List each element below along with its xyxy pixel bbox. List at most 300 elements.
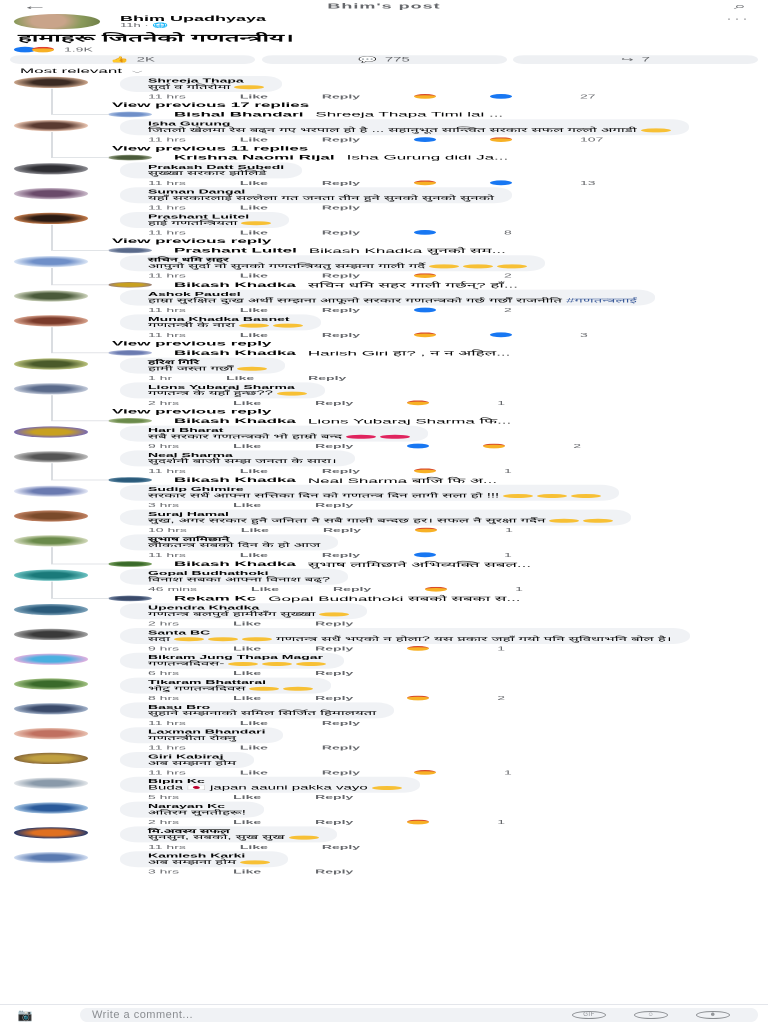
thumbs-up-icon: 👍 bbox=[109, 56, 129, 64]
comment-like-button[interactable]: Like bbox=[239, 719, 268, 726]
comment-reply-button[interactable]: Reply bbox=[322, 526, 362, 534]
reply-preview[interactable] bbox=[0, 246, 768, 256]
haha-reaction-icon bbox=[414, 770, 436, 775]
comment-list bbox=[0, 76, 768, 876]
commenter-avatar[interactable] bbox=[14, 213, 88, 224]
comment-bubble[interactable] bbox=[120, 510, 631, 526]
commenter-avatar[interactable] bbox=[14, 827, 88, 838]
reply-author: Bikash Khadka bbox=[174, 348, 296, 357]
reply-avatar bbox=[108, 418, 152, 424]
comment bbox=[0, 802, 768, 827]
share-count: 7 bbox=[641, 56, 650, 63]
laugh-emoji-icon bbox=[429, 264, 459, 268]
commenter-name[interactable]: मि.अवस्य सफल bbox=[148, 827, 230, 834]
comment-reaction-count: 2 bbox=[504, 306, 512, 314]
comment bbox=[0, 485, 768, 510]
comment-reply-button[interactable]: Reply bbox=[315, 399, 354, 406]
comment-reactions[interactable] bbox=[414, 332, 588, 338]
comment-text bbox=[148, 127, 671, 134]
thread-branch bbox=[51, 480, 109, 481]
comment-reactions[interactable] bbox=[407, 695, 505, 701]
post-author[interactable]: Bhim Upadhyaya bbox=[120, 14, 267, 23]
comment bbox=[0, 510, 768, 535]
comment-bubble[interactable] bbox=[120, 212, 289, 228]
commenter-avatar[interactable] bbox=[14, 188, 88, 199]
comment-like-button[interactable]: Like bbox=[239, 229, 268, 236]
comment-reply-button[interactable]: Reply bbox=[321, 179, 361, 186]
comment-reply-button[interactable]: Reply bbox=[315, 502, 354, 509]
like-reaction-icon bbox=[490, 332, 512, 337]
share-button[interactable] bbox=[513, 55, 758, 64]
comment-body: विनाश सबका आफ्ना विनाश बढ्? bbox=[148, 576, 331, 584]
view-previous-replies[interactable]: View previous reply bbox=[112, 237, 272, 245]
comment-reply-button[interactable]: Reply bbox=[321, 331, 361, 338]
commenter-name[interactable]: Muna Khadka Basnet bbox=[148, 315, 290, 322]
comment-reactions[interactable] bbox=[415, 527, 513, 533]
commenter-avatar[interactable] bbox=[14, 77, 88, 88]
reply-author: Bikash Khadka bbox=[174, 560, 296, 568]
comment-bubble[interactable] bbox=[120, 802, 264, 818]
heart-emoji-icon bbox=[380, 435, 410, 439]
reply-preview[interactable] bbox=[0, 280, 768, 290]
comment-text bbox=[148, 859, 270, 866]
comment-reply-button[interactable]: Reply bbox=[315, 868, 354, 875]
reply-preview[interactable] bbox=[0, 594, 768, 604]
comment bbox=[0, 653, 768, 678]
comment-bubble[interactable] bbox=[120, 426, 428, 442]
comment-actions bbox=[120, 330, 768, 339]
comment-actions bbox=[120, 135, 768, 144]
commenter-name[interactable]: Suman Dangal bbox=[148, 188, 246, 195]
comment-text bbox=[148, 636, 672, 643]
comment-like-button[interactable]: Like bbox=[240, 526, 269, 534]
comment-reply-button[interactable]: Reply bbox=[315, 620, 354, 627]
commenter-avatar[interactable] bbox=[14, 703, 88, 714]
commenter-name[interactable]: Sudip Ghimire bbox=[148, 486, 244, 493]
comment-thread bbox=[0, 76, 768, 119]
comment-bubble[interactable] bbox=[120, 76, 282, 92]
comment-bubble[interactable] bbox=[120, 187, 512, 203]
comment-bubble[interactable] bbox=[120, 826, 337, 842]
commenter-name[interactable]: Laxman Bhandari bbox=[148, 728, 266, 735]
commenter-avatar[interactable] bbox=[14, 426, 88, 437]
comment-like-button[interactable]: Like bbox=[239, 744, 268, 751]
comment-reply-button[interactable]: Reply bbox=[321, 744, 361, 751]
comment-reply-button[interactable]: Reply bbox=[321, 843, 361, 850]
chevron-down-icon: ⌵ bbox=[132, 67, 143, 74]
comment-reply-button[interactable]: Reply bbox=[321, 204, 361, 211]
comment-time: 11 hrs bbox=[148, 331, 186, 338]
laugh-emoji-icon bbox=[242, 637, 272, 641]
commenter-avatar[interactable] bbox=[14, 778, 88, 789]
comment-reply-button[interactable]: Reply bbox=[315, 818, 354, 826]
commenter-avatar[interactable] bbox=[14, 728, 88, 739]
commenter-avatar[interactable] bbox=[14, 358, 88, 369]
commenter-name[interactable]: Isha Gurung bbox=[148, 120, 231, 127]
comment-text bbox=[148, 170, 284, 177]
comment-text bbox=[148, 710, 376, 717]
commenter-avatar[interactable] bbox=[14, 256, 88, 267]
commenter-name[interactable]: Kamlesh Karki bbox=[148, 852, 246, 859]
comment-bubble[interactable] bbox=[120, 678, 331, 694]
comment-time: 11 hrs bbox=[148, 204, 186, 211]
comment-like-button[interactable]: Like bbox=[233, 645, 262, 652]
comment-reply-button[interactable]: Reply bbox=[321, 719, 361, 726]
comment bbox=[0, 450, 768, 475]
reply-preview[interactable] bbox=[0, 153, 768, 163]
commenter-avatar[interactable] bbox=[14, 383, 88, 394]
comment-reply-button[interactable]: Reply bbox=[308, 374, 347, 382]
commenter-name[interactable]: Basu Bro bbox=[148, 703, 211, 710]
commenter-avatar[interactable] bbox=[14, 163, 88, 174]
comment-reactions[interactable] bbox=[414, 93, 596, 99]
comment-bubble[interactable] bbox=[120, 702, 394, 718]
comment-text bbox=[148, 611, 349, 618]
commenter-name[interactable]: Bipin Kc bbox=[148, 778, 205, 785]
comment-thread bbox=[0, 702, 768, 727]
commenter-avatar[interactable] bbox=[14, 315, 88, 326]
comment bbox=[0, 752, 768, 777]
reply-preview[interactable] bbox=[0, 475, 768, 485]
haha-reaction-icon bbox=[414, 468, 436, 473]
comment-like-button[interactable]: Like bbox=[239, 769, 268, 776]
comment-bubble[interactable] bbox=[120, 255, 545, 271]
camera-icon[interactable]: 📷 bbox=[17, 1007, 33, 1022]
comment-bubble[interactable] bbox=[120, 358, 285, 374]
comment-reactions[interactable] bbox=[407, 400, 505, 406]
commenter-name[interactable]: सचिन धमि सहर bbox=[148, 256, 229, 263]
comment-like-button[interactable]: Like bbox=[251, 586, 280, 593]
reply-avatar bbox=[108, 155, 152, 161]
comment-reactions[interactable] bbox=[414, 180, 596, 186]
commenter-name[interactable]: Prakash Datt Subedi bbox=[148, 163, 285, 170]
comment-thread bbox=[0, 752, 768, 777]
comment-reaction-count: 107 bbox=[580, 136, 604, 143]
comment-text bbox=[148, 390, 307, 397]
comment-actions bbox=[120, 374, 768, 383]
comment-actions bbox=[120, 694, 768, 703]
view-previous-replies[interactable]: View previous 11 replies bbox=[112, 144, 309, 152]
commenter-avatar[interactable] bbox=[14, 451, 88, 462]
comment-bubble[interactable] bbox=[120, 162, 302, 178]
comment-like-button[interactable]: Like bbox=[239, 331, 268, 338]
comment-actions bbox=[120, 398, 768, 407]
reply-author: Bikash Khadka bbox=[174, 280, 296, 289]
comment-time: 11 hrs bbox=[148, 769, 186, 776]
laugh-emoji-icon bbox=[463, 264, 493, 268]
comment-body: लोकतन्त्र सबको दिन के हो आज bbox=[148, 542, 321, 549]
reply-preview[interactable] bbox=[0, 110, 768, 120]
comment-like-button[interactable]: Like bbox=[239, 272, 268, 279]
commenter-name[interactable]: सुभाष लामिछाने bbox=[148, 535, 230, 542]
more-options-icon[interactable]: ··· bbox=[726, 14, 750, 23]
thread-connector bbox=[51, 132, 53, 158]
commenter-name[interactable]: Prashant Luitel bbox=[148, 213, 250, 220]
comment-bubble[interactable] bbox=[120, 752, 254, 768]
sticker-button[interactable]: ☺ bbox=[634, 1011, 668, 1019]
hashtag-link[interactable]: #गणतन्त्रलाई bbox=[566, 297, 637, 304]
reply-author: Krishna Naomi Rijal bbox=[174, 153, 335, 162]
sort-label: Most relevant bbox=[20, 66, 123, 75]
comment-body-cont: गणतन्त्र सधैं भएको न होला? यस प्रकार जहाँ गयो पनि सुविधाभनि बोल है। bbox=[276, 635, 672, 643]
reply-author: Bishal Bhandari bbox=[174, 110, 304, 118]
comment-bubble[interactable] bbox=[120, 603, 367, 619]
comment-like-button[interactable]: Like bbox=[226, 374, 255, 382]
comment-bubble[interactable] bbox=[120, 534, 338, 550]
comment bbox=[0, 187, 768, 212]
commenter-name[interactable]: Ashok Paudel bbox=[148, 290, 241, 298]
thread-branch bbox=[51, 352, 109, 353]
comment-text bbox=[148, 517, 613, 524]
author-avatar[interactable] bbox=[14, 14, 100, 29]
commenter-name[interactable]: Shreeja Thapa bbox=[148, 77, 244, 84]
laugh-emoji-icon bbox=[241, 221, 271, 225]
comment-text bbox=[148, 685, 313, 692]
comment-reactions[interactable] bbox=[414, 136, 603, 142]
comment bbox=[0, 314, 768, 339]
laugh-emoji-icon bbox=[174, 637, 204, 641]
comment-bubble[interactable] bbox=[120, 382, 325, 398]
comment-like-button[interactable]: Like bbox=[233, 794, 262, 801]
comment-bubble[interactable] bbox=[120, 569, 348, 585]
comment-reactions[interactable] bbox=[407, 819, 505, 825]
comment-reactions[interactable] bbox=[407, 443, 581, 449]
commenter-avatar[interactable] bbox=[14, 570, 88, 581]
comment-reactions[interactable] bbox=[414, 229, 512, 235]
comment-reply-button[interactable]: Reply bbox=[315, 670, 354, 677]
commenter-avatar[interactable] bbox=[14, 852, 88, 863]
comment-time: 2 hrs bbox=[148, 620, 180, 627]
comment-like-button[interactable]: Like bbox=[233, 620, 262, 627]
commenter-avatar[interactable] bbox=[14, 486, 88, 497]
comment-text bbox=[148, 834, 319, 841]
comment-bubble[interactable] bbox=[120, 485, 619, 501]
comment-thread bbox=[0, 485, 768, 510]
emoji-button[interactable]: ☻ bbox=[696, 1011, 730, 1019]
comment-text bbox=[148, 220, 271, 227]
commenter-avatar[interactable] bbox=[14, 654, 88, 665]
commenter-avatar[interactable] bbox=[14, 604, 88, 615]
thread-branch bbox=[51, 284, 109, 285]
comment-thread bbox=[0, 603, 768, 628]
comment-reply-button[interactable]: Reply bbox=[321, 551, 361, 558]
comment-actions bbox=[120, 442, 768, 451]
comment-actions bbox=[120, 793, 768, 802]
comment-reaction-count: 2 bbox=[497, 694, 506, 702]
comment-reactions[interactable] bbox=[414, 307, 512, 313]
laugh-emoji-icon bbox=[583, 519, 613, 523]
comment-composer bbox=[0, 1004, 768, 1024]
comment-time: 11 hrs bbox=[148, 467, 186, 474]
comment-bubble[interactable] bbox=[120, 628, 690, 644]
commenter-avatar[interactable] bbox=[14, 802, 88, 813]
comment-like-button[interactable]: Like bbox=[239, 306, 268, 314]
commenter-avatar[interactable] bbox=[14, 629, 88, 640]
comment-reply-button[interactable]: Reply bbox=[321, 272, 361, 279]
comment-like-button[interactable]: Like bbox=[233, 670, 262, 677]
comment-bubble[interactable] bbox=[120, 290, 655, 306]
haha-reaction-icon bbox=[425, 587, 447, 592]
comment-reply-button[interactable]: Reply bbox=[321, 136, 361, 143]
comment-like-button[interactable]: Like bbox=[239, 467, 268, 474]
comment-time: 9 hrs bbox=[148, 442, 180, 450]
reply-text: सुभाष लामिछाने अभिव्यक्ति सबल... bbox=[307, 560, 532, 569]
sort-dropdown[interactable] bbox=[0, 66, 768, 76]
page-title: Bhim's post bbox=[327, 1, 441, 10]
commenter-name[interactable]: Lions Yubaraj Sharma bbox=[148, 383, 295, 390]
comment-text bbox=[148, 297, 637, 304]
comment-bubble[interactable] bbox=[120, 727, 283, 743]
laugh-emoji-icon bbox=[296, 662, 326, 666]
comment-like-button[interactable]: Like bbox=[239, 93, 268, 100]
comment-reaction-count: 27 bbox=[580, 93, 596, 100]
laugh-emoji-icon bbox=[262, 662, 292, 666]
commenter-name[interactable]: Narayan Kc bbox=[148, 802, 226, 810]
haha-reaction-icon bbox=[490, 137, 512, 142]
commenter-name[interactable]: Upendra Khadka bbox=[148, 604, 260, 611]
commenter-name[interactable]: Santa BC bbox=[148, 629, 211, 636]
comment-like-button[interactable]: Like bbox=[233, 502, 262, 509]
comment-reply-button[interactable]: Reply bbox=[315, 694, 354, 702]
comment-time: 11 hrs bbox=[148, 179, 186, 186]
thread-branch bbox=[51, 564, 109, 565]
comment-reactions[interactable] bbox=[414, 552, 512, 558]
comment-bubble[interactable] bbox=[120, 314, 321, 330]
comment-text bbox=[148, 542, 320, 549]
view-previous-replies[interactable]: View previous reply bbox=[112, 339, 272, 348]
comment-actions bbox=[120, 271, 768, 280]
comment-reactions[interactable] bbox=[407, 645, 505, 651]
comment-reactions[interactable] bbox=[425, 586, 523, 592]
commenter-name[interactable]: Giri Kabiraj bbox=[148, 753, 224, 760]
reply-preview[interactable] bbox=[0, 559, 768, 569]
comment-text bbox=[148, 784, 402, 791]
comment-body: जितलो खेलमा रेस बढ्न गए भरपाल हो है ... सहानुभूत सान्त्वित सरकार सफल गल्लो अगाडी bbox=[148, 126, 637, 134]
haha-reaction-icon bbox=[414, 332, 436, 337]
thread-connector bbox=[51, 582, 53, 599]
comment-reply-button[interactable]: Reply bbox=[333, 586, 372, 593]
comment-reactions[interactable] bbox=[414, 769, 512, 775]
post-meta: 11h · 🌐 bbox=[120, 22, 169, 29]
gif-button[interactable]: GIF bbox=[572, 1011, 606, 1019]
post-header bbox=[0, 12, 768, 30]
comment-reply-button[interactable]: Reply bbox=[315, 794, 354, 801]
reply-text: Shreeja Thapa Timi lai ... bbox=[315, 110, 504, 118]
comment-reply-button[interactable]: Reply bbox=[321, 229, 361, 236]
comment-reaction-count: 1 bbox=[497, 818, 506, 826]
comment-reactions[interactable] bbox=[414, 272, 512, 278]
search-icon[interactable]: ⌕ bbox=[733, 0, 746, 11]
laugh-emoji-icon bbox=[549, 519, 579, 523]
comment-reply-button[interactable]: Reply bbox=[321, 93, 361, 100]
comment-like-button[interactable]: Like bbox=[233, 694, 262, 702]
comment-thread bbox=[0, 255, 768, 289]
comment-text bbox=[148, 433, 410, 440]
reply-text: Gopal Budhathoki सबको सबका स... bbox=[268, 595, 521, 603]
share-icon: ↪ bbox=[621, 56, 634, 64]
commenter-avatar[interactable] bbox=[14, 290, 88, 301]
comment-body: Buda 🇯🇵 japan aauni pakka vayo bbox=[148, 784, 368, 792]
thread-connector bbox=[51, 89, 53, 115]
comment-like-button[interactable]: Like bbox=[239, 843, 268, 850]
laugh-emoji-icon bbox=[249, 687, 279, 691]
comment-reaction-count: 3 bbox=[580, 331, 588, 338]
reaction-count: 1.9K bbox=[64, 46, 93, 53]
comment-reactions[interactable] bbox=[414, 468, 512, 474]
comment-time: 3 hrs bbox=[148, 502, 180, 509]
commenter-avatar[interactable] bbox=[14, 510, 88, 521]
comment-button[interactable] bbox=[262, 55, 507, 64]
comment-bubble[interactable] bbox=[120, 450, 355, 466]
comment-bubble[interactable] bbox=[120, 653, 344, 669]
view-previous-replies[interactable]: View previous 17 replies bbox=[112, 101, 310, 109]
comment bbox=[0, 777, 768, 802]
like-count: 2K bbox=[136, 56, 156, 63]
laugh-emoji-icon bbox=[372, 786, 402, 790]
comment-bubble[interactable] bbox=[120, 777, 420, 793]
commenter-name[interactable]: Hari Bharat bbox=[148, 426, 224, 434]
commenter-avatar[interactable] bbox=[14, 120, 88, 131]
commenter-name[interactable]: Suraj Hamal bbox=[148, 510, 229, 518]
comment-like-button[interactable]: Like bbox=[233, 442, 262, 450]
laugh-emoji-icon bbox=[208, 637, 238, 641]
comment-like-button[interactable]: Like bbox=[239, 136, 268, 143]
haha-reaction-icon bbox=[414, 273, 436, 278]
comment-actions bbox=[120, 228, 768, 237]
comment bbox=[0, 603, 768, 628]
comment-body: हामी जस्ता गर्छौं bbox=[148, 365, 234, 372]
commenter-avatar[interactable] bbox=[14, 678, 88, 689]
like-button[interactable] bbox=[10, 55, 255, 64]
comment-like-button[interactable]: Like bbox=[239, 551, 268, 558]
comment-reply-button[interactable]: Reply bbox=[321, 769, 361, 776]
comment-like-button[interactable]: Like bbox=[239, 179, 268, 186]
comment-reply-button[interactable]: Reply bbox=[321, 467, 361, 474]
laugh-emoji-icon bbox=[239, 324, 269, 328]
comment-reply-button[interactable]: Reply bbox=[315, 442, 354, 450]
commenter-name[interactable]: Tikaram Bhattarai bbox=[148, 678, 267, 686]
view-previous-replies[interactable]: View previous reply bbox=[112, 407, 272, 416]
commenter-avatar[interactable] bbox=[14, 753, 88, 764]
commenter-name[interactable]: Gopal Budhathoki bbox=[148, 570, 269, 577]
commenter-avatar[interactable] bbox=[14, 535, 88, 546]
reaction-summary[interactable] bbox=[0, 45, 768, 55]
thread-connector bbox=[51, 268, 53, 285]
haha-reaction-icon bbox=[415, 528, 437, 533]
comment-bubble[interactable] bbox=[120, 119, 689, 135]
back-arrow-icon[interactable]: ← bbox=[22, 0, 48, 12]
commenter-name[interactable]: हरिश गिरि bbox=[148, 358, 200, 366]
comment-bubble[interactable] bbox=[120, 851, 288, 867]
comment-like-button[interactable]: Like bbox=[239, 204, 268, 211]
comment-reply-button[interactable]: Reply bbox=[321, 306, 361, 314]
comment-like-button[interactable]: Like bbox=[233, 818, 262, 826]
comment-input[interactable] bbox=[80, 1008, 758, 1022]
thread-connector bbox=[51, 395, 53, 421]
commenter-name[interactable]: Bikram Jung Thapa Magar bbox=[148, 654, 324, 661]
comment-reaction-count: 1 bbox=[504, 467, 512, 474]
reply-preview[interactable] bbox=[0, 348, 768, 358]
comment-like-button[interactable]: Like bbox=[233, 399, 262, 406]
commenter-name[interactable]: Neal Sharma bbox=[148, 451, 233, 458]
comment bbox=[0, 569, 768, 594]
reply-preview[interactable] bbox=[0, 416, 768, 426]
thread-connector bbox=[51, 547, 53, 564]
comment-body: भोटु गणतन्त्रदिवस bbox=[148, 685, 246, 692]
comment-thread bbox=[0, 777, 768, 802]
comment-reply-button[interactable]: Reply bbox=[315, 645, 354, 652]
comment-like-button[interactable]: Like bbox=[233, 868, 262, 875]
